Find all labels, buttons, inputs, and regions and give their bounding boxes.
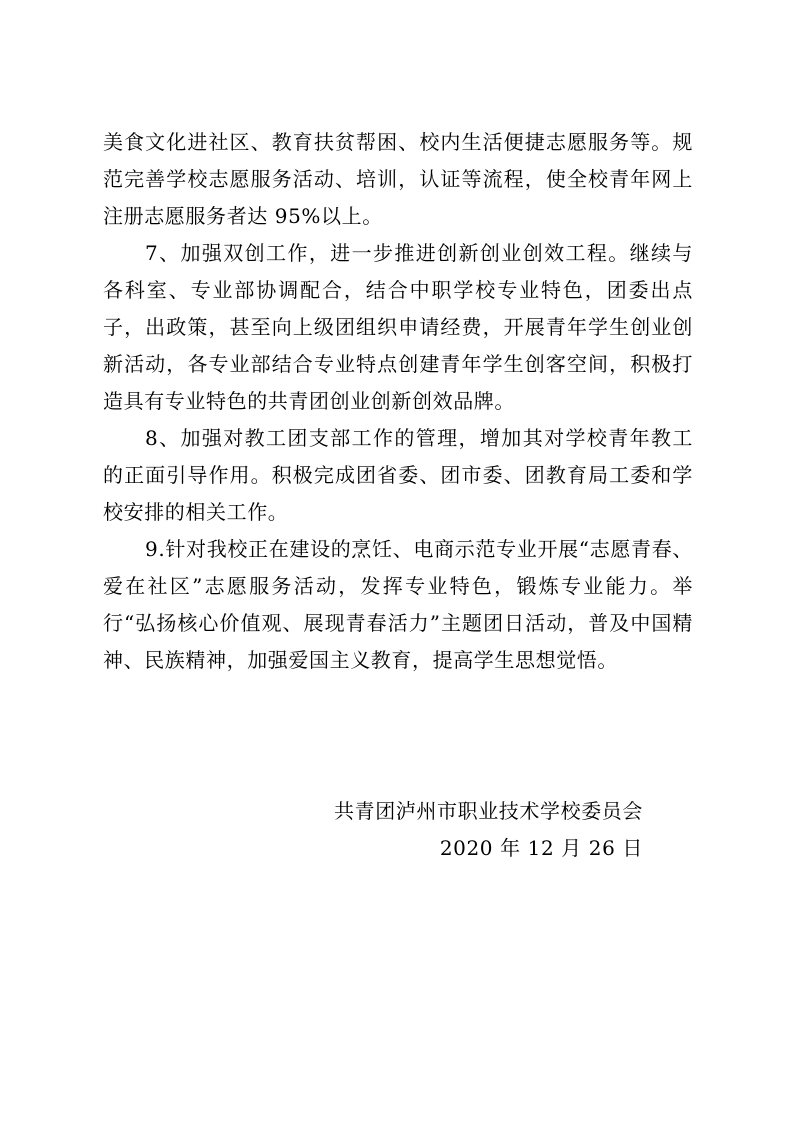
- paragraph-continuation: 美食文化进社区、教育扶贫帮困、校内生活便捷志愿服务等。规范完善学校志愿服务活动、培训，认证等流程，使全校青年网上注册志愿服务者达 95%以上。: [103, 130, 693, 228]
- paragraph-item-8: 8、加强对教工团支部工作的管理，增加其对学校青年教工的正面引导作用。积极完成团省委、团市委、团教育局工委和学校安排的相关工作。: [103, 426, 693, 524]
- signature-block: [334, 793, 643, 867]
- signature-organization: 共青团泸州市职业技术学校委员会: [334, 799, 643, 823]
- paragraph-item-7: 7、加强双创工作，进一步推进创新创业创效工程。继续与各科室、专业部协调配合，结合中职学校专业特色，团委出点子，出政策，甚至向上级团组织申请经费，开展青年学生创业创新活动，各专业部结合专业特点创建青年学生创客空间，积极打造具有专业特色的共青团创业创新创效品牌。: [103, 241, 693, 413]
- document-body: [103, 124, 693, 679]
- signature-date: 2020 年 12 月 26 日: [439, 836, 643, 860]
- paragraph-item-9: 9.针对我校正在建设的烹饪、电商示范专业开展“志愿青春、爱在社区”志愿服务活动，发挥专业特色，锻炼专业能力。举行“弘扬核心价值观、展现青春活力”主题团日活动，普及中国精神、民族精神，加强爱国主义教育，提高学生思想觉悟。: [103, 537, 693, 672]
